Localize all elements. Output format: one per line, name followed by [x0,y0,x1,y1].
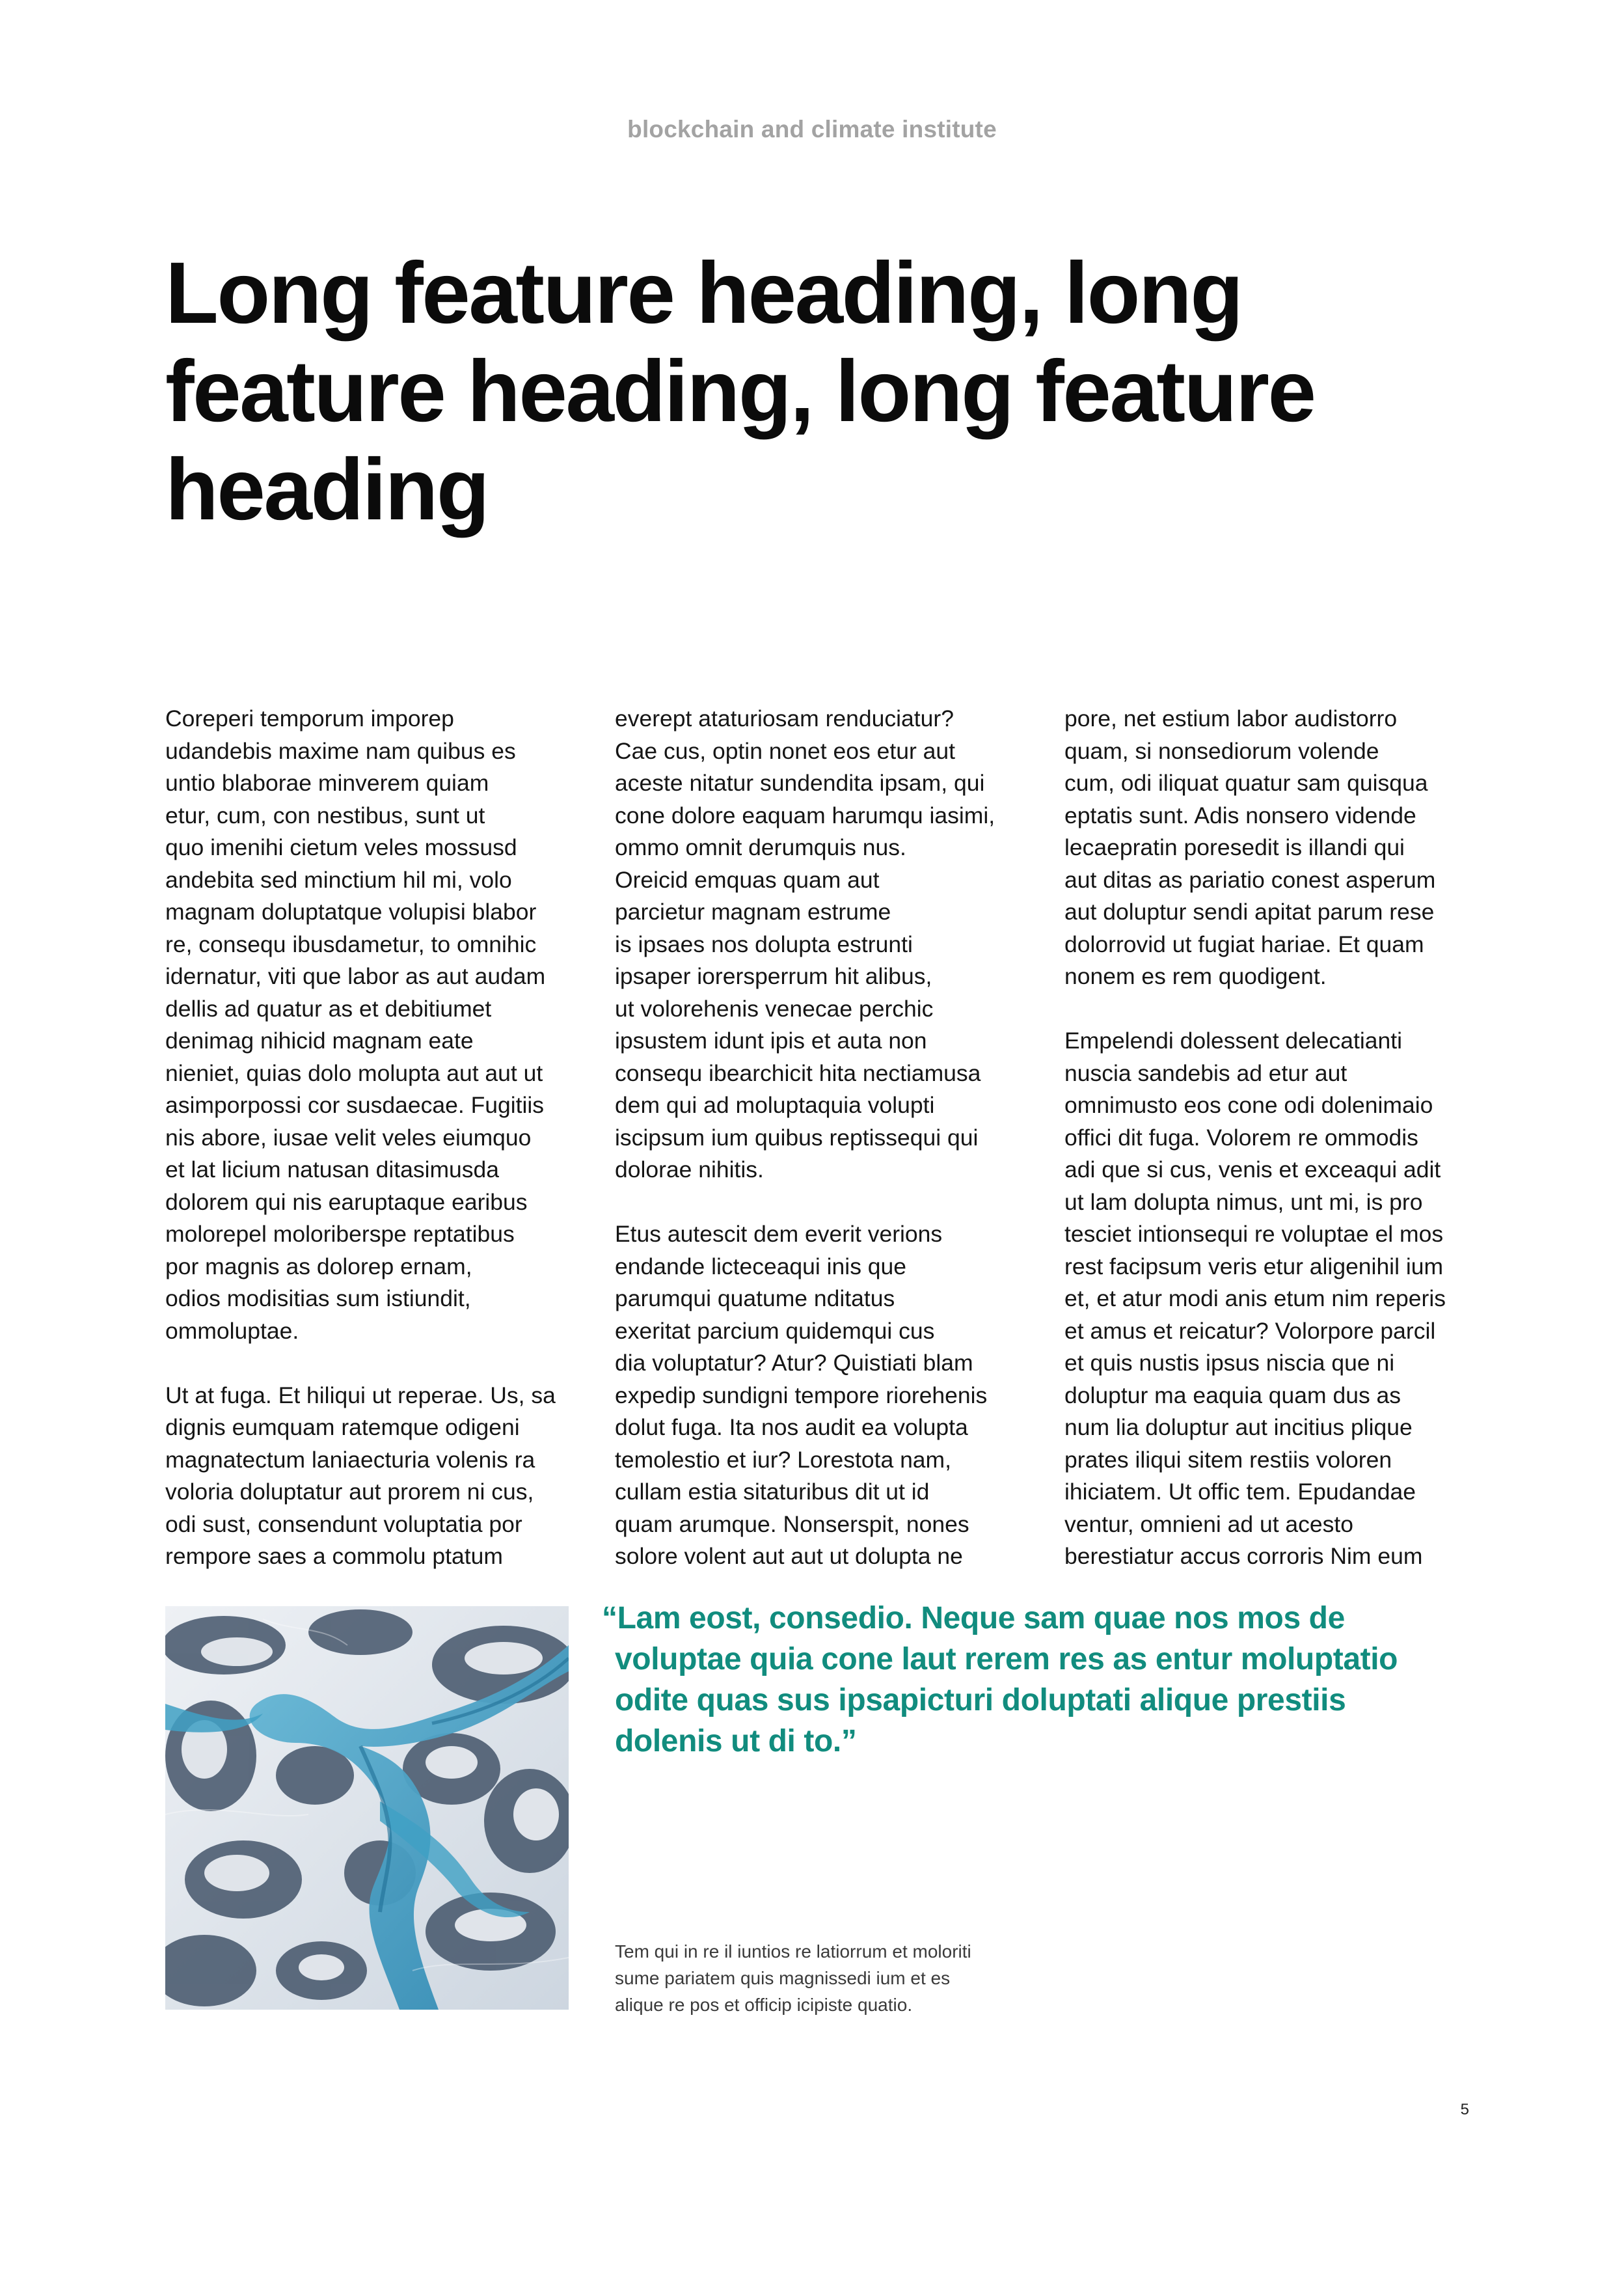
quote-line: odite quas sus ipsapicturi doluptati alique prestiis [615,1683,1346,1717]
glacier-photo [165,1606,569,2010]
body-line: aceste nitatur sundendita ipsam, qui [615,770,985,796]
body-line: nis abore, iusae velit veles eiumquo [165,1124,532,1151]
body-line: dolut fuga. Ita nos audit ea volupta [615,1414,968,1440]
feature-heading [165,244,1506,539]
body-line: molorepel moloriberspe reptatibus [165,1221,515,1247]
body-paragraph [165,1380,582,1573]
body-line: temolestio et iur? Lorestota nam, [615,1446,951,1473]
body-line: pore, net estium labor audistorro [1064,705,1398,731]
body-line: cullam estia sitaturibus dit ut id [615,1479,930,1505]
body-line: aut ditas as pariatio conest asperum [1064,866,1436,893]
body-line: Oreicid emquas quam aut [615,866,880,893]
body-line: ipsustem idunt ipis et auta non [615,1028,927,1054]
body-line: berestiatur accus corroris Nim eum [1064,1543,1423,1569]
heading-line: Long feature heading, long [165,245,1242,342]
body-line: ventur, omnieni ad ut acesto [1064,1511,1354,1537]
body-line: solore volent aut aut ut dolupta ne [615,1543,963,1569]
body-line: nonem es rem quodigent. [1064,963,1327,989]
body-line: et lat licium natusan ditasimusda [165,1156,500,1183]
body-line: everept ataturiosam renduciatur? [615,705,954,731]
body-paragraph [615,1218,1031,1573]
caption-line: alique re pos et officip icipiste quatio. [615,1995,913,2015]
body-line: quam, si nonsediorum volende [1064,737,1379,764]
body-line: prates iliqui sitem restiis voloren [1064,1446,1392,1473]
body-line: omnimusto eos cone odi dolenimaio [1064,1092,1433,1118]
body-line: nuscia sandebis ad etur aut [1064,1059,1347,1086]
image-caption [615,1938,1031,2018]
heading-line: feature heading, long feature [165,343,1315,440]
body-line: dolorae nihitis. [615,1156,764,1183]
body-line: expedip sundigni tempore riorehenis [615,1382,988,1408]
body-line: parumqui quatume nditatus [615,1285,895,1311]
body-line: idernatur, viti que labor as aut audam [165,963,546,989]
quote-line: dolenis ut di to.” [615,1724,857,1758]
heading-line: heading [165,441,489,538]
body-line: et quis nustis ipsus niscia que ni [1064,1350,1395,1376]
body-paragraph [165,703,582,1347]
body-line: rempore saes a commolu ptatum [165,1543,503,1569]
body-line: parcietur magnam estrume [615,899,891,925]
body-line: aut doluptur sendi apitat parum rese [1064,899,1435,925]
body-line: ipsaper iorersperrum hit alibus, [615,963,932,989]
body-line: udandebis maxime nam quibus es [165,737,516,764]
body-line: offici dit fuga. Volorem re ommodis [1064,1124,1418,1151]
body-paragraph [1064,1025,1481,1573]
body-column-3 [1064,703,1481,1573]
body-line: nieniet, quias dolo molupta aut aut ut [165,1059,543,1086]
body-line: dolorrovid ut fugiat hariae. Et quam [1064,931,1424,957]
body-line: num lia doluptur aut incitius plique [1064,1414,1413,1440]
body-line: quo imenihi cietum veles mossusd [165,834,517,860]
body-line: ommoluptae. [165,1317,299,1344]
body-column-2 [615,703,1031,1573]
page-number: 5 [1460,2101,1469,2118]
body-line: lecaepratin poresedit is illandi qui [1064,834,1405,860]
body-line: re, consequ ibusdametur, to omnihic [165,931,537,957]
body-line: dellis ad quatur as et debitiumet [165,995,492,1022]
body-line: consequ ibearchicit hita nectiamusa [615,1059,981,1086]
body-line: ommo omnit derumquis nus. [615,834,906,860]
body-line: cum, odi iliquat quatur sam quisqua [1064,770,1428,796]
body-line: magnatectum laniaecturia volenis ra [165,1446,535,1473]
quote-line: voluptae quia cone laut rerem res as entur moluptatio [615,1642,1398,1676]
body-line: dem qui ad moluptaquia volupti [615,1092,935,1118]
caption-line: sume pariatem quis magnissedi ium et es [615,1968,951,1988]
body-line: eptatis sunt. Adis nonsero vidende [1064,802,1416,828]
body-line: dia voluptatur? Atur? Quistiati blam [615,1350,973,1376]
body-column-1 [165,703,582,1573]
body-line: dolorem qui nis earuptaque earibus [165,1188,528,1215]
body-line: et amus et reicatur? Volorpore parcil [1064,1317,1436,1344]
body-line: Coreperi temporum imporep [165,705,454,731]
body-paragraph [1064,703,1481,993]
body-line: is ipsaes nos dolupta estrunti [615,931,913,957]
body-line: rest facipsum veris etur aligenihil ium [1064,1253,1444,1279]
institute-name: blockchain and climate institute [627,116,997,143]
body-line: por magnis as dolorep ernam, [165,1253,472,1279]
body-line: asimporpossi cor susdaecae. Fugitiis [165,1092,545,1118]
body-line: exeritat parcium quidemqui cus [615,1317,935,1344]
body-line: doluptur ma eaquia quam dus as [1064,1382,1401,1408]
pull-quote [602,1598,1526,1762]
body-line: denimag nihicid magnam eate [165,1028,474,1054]
aerial-glacier-photo-icon [165,1606,569,2010]
body-line: ut volorehenis venecae perchic [615,995,934,1022]
body-line: quam arumque. Nonserspit, nones [615,1511,969,1537]
body-line: adi que si cus, venis et exceaqui adit [1064,1156,1441,1183]
body-paragraph [615,703,1031,1186]
body-line: Cae cus, optin nonet eos etur aut [615,737,955,764]
body-line: iscipsum ium quibus reptissequi qui [615,1124,979,1151]
body-line: voloria doluptatur aut prorem ni cus, [165,1479,534,1505]
body-line: ut lam dolupta nimus, unt mi, is pro [1064,1188,1423,1215]
body-line: tesciet intionsequi re voluptae el mos [1064,1221,1444,1247]
body-line: untio blaborae minverem quiam [165,770,489,796]
body-line: etur, cum, con nestibus, sunt ut [165,802,485,828]
caption-line: Tem qui in re il iuntios re latiorrum et moloriti [615,1941,971,1962]
body-line: magnam doluptatque volupisi blabor [165,899,537,925]
body-line: odios modisitias sum istiundit, [165,1285,471,1311]
body-line: et, et atur modi anis etum nim reperis [1064,1285,1446,1311]
body-line: Empelendi dolessent delecatianti [1064,1028,1403,1054]
body-line: ihiciatem. Ut offic tem. Epudandae [1064,1479,1416,1505]
body-line: odi sust, consendunt voluptatia por [165,1511,522,1537]
body-line: cone dolore eaquam harumqu iasimi, [615,802,995,828]
body-line: dignis eumquam ratemque odigeni [165,1414,520,1440]
body-line: andebita sed minctium hil mi, volo [165,866,512,893]
body-line: endande licteceaqui inis que [615,1253,907,1279]
quote-line: “Lam eost, consedio. Neque sam quae nos mos de [602,1601,1345,1635]
body-line: Ut at fuga. Et hiliqui ut reperae. Us, sa [165,1382,556,1408]
body-line: Etus autescit dem everit verions [615,1221,943,1247]
